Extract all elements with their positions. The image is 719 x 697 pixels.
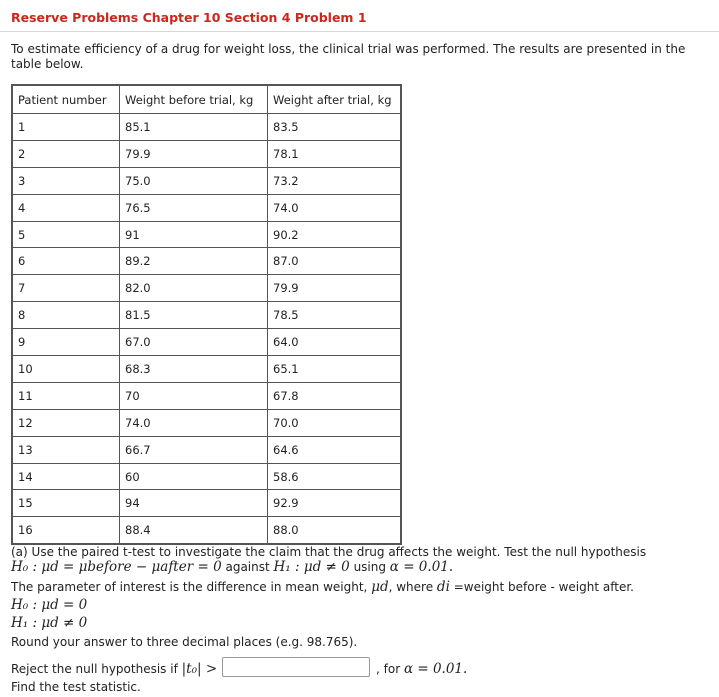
alternative-hypothesis: H₁ : μd ≠ 0	[11, 615, 88, 631]
weight-before-cell: 74.0	[120, 409, 268, 436]
patient-number-cell: 14	[12, 463, 120, 490]
weight-after-cell: 78.5	[268, 302, 402, 329]
weight-after-cell: 92.9	[268, 490, 402, 517]
h0-expression: H₀ : μd = μbefore − μafter = 0	[11, 559, 222, 575]
weight-before-cell: 81.5	[120, 302, 268, 329]
patient-number-cell: 13	[12, 436, 120, 463]
weight-after-cell: 65.1	[268, 356, 402, 383]
table-row	[12, 356, 401, 383]
rounding-note: Round your answer to three decimal places (e.g. 98.765).	[11, 635, 358, 649]
table-row	[12, 302, 401, 329]
patient-number-cell: 3	[12, 167, 120, 194]
h1-expression: H₁ : μd ≠ 0	[273, 559, 350, 575]
weight-after-cell: 64.0	[268, 329, 402, 356]
patient-number-cell: 6	[12, 248, 120, 275]
weight-after-cell: 83.5	[268, 114, 402, 141]
reject-for-text: , for	[376, 662, 404, 676]
table-body	[12, 114, 401, 545]
weight-before-cell: 94	[120, 490, 268, 517]
patient-number-cell: 4	[12, 194, 120, 221]
column-header: Patient number	[12, 85, 120, 114]
patient-number-cell: 9	[12, 329, 120, 356]
weight-after-cell: 87.0	[268, 248, 402, 275]
find-statistic-text: Find the test statistic.	[11, 680, 141, 694]
patient-number-cell: 8	[12, 302, 120, 329]
reject-alpha: α = 0.01.	[403, 661, 468, 677]
table-row	[12, 436, 401, 463]
reject-rule-prefix	[11, 662, 217, 677]
null-hypothesis: H₀ : μd = 0	[11, 597, 88, 613]
parameter-text-suffix: =weight before - weight after.	[449, 580, 634, 594]
parameter-text: The parameter of interest is the difference in mean weight,	[11, 580, 372, 594]
weight-before-cell: 82.0	[120, 275, 268, 302]
parameter-line	[11, 580, 711, 595]
table-row	[12, 114, 401, 141]
reject-text: Reject the null hypothesis if	[11, 662, 182, 676]
weight-before-cell: 67.0	[120, 329, 268, 356]
patient-number-cell: 1	[12, 114, 120, 141]
weight-after-cell: 79.9	[268, 275, 402, 302]
column-header: Weight after trial, kg	[268, 85, 402, 114]
table-row	[12, 463, 401, 490]
problem-intro: To estimate efficiency of a drug for weight loss, the clinical trial was performed. The results are presented in the table below.	[11, 42, 686, 71]
weight-before-cell: 85.1	[120, 114, 268, 141]
table-row	[12, 382, 401, 409]
weight-after-cell: 67.8	[268, 382, 402, 409]
column-header: Weight before trial, kg	[120, 85, 268, 114]
d-i-symbol: di	[436, 579, 450, 595]
patient-number-cell: 5	[12, 221, 120, 248]
weight-after-cell: 64.6	[268, 436, 402, 463]
hypothesis-line	[11, 560, 711, 575]
critical-value-input[interactable]	[222, 657, 370, 677]
t0-symbol: |t₀| >	[181, 661, 218, 677]
table-row	[12, 248, 401, 275]
table-row	[12, 409, 401, 436]
weight-before-cell: 60	[120, 463, 268, 490]
weight-before-cell: 88.4	[120, 517, 268, 544]
weight-before-cell: 68.3	[120, 356, 268, 383]
table-row	[12, 490, 401, 517]
weight-before-cell: 79.9	[120, 140, 268, 167]
weight-before-cell: 91	[120, 221, 268, 248]
table-row	[12, 140, 401, 167]
part-a-prompt: (a) Use the paired t-test to investigate the claim that the drug affects the weight. Test the null hypothesis	[11, 545, 647, 559]
table-row	[12, 517, 401, 544]
title-divider	[0, 31, 719, 32]
table-header-row	[12, 85, 401, 114]
patient-number-cell: 16	[12, 517, 120, 544]
table-row	[12, 167, 401, 194]
patient-number-cell: 11	[12, 382, 120, 409]
weight-after-cell: 58.6	[268, 463, 402, 490]
weight-before-cell: 75.0	[120, 167, 268, 194]
weight-table	[11, 84, 402, 545]
weight-after-cell: 78.1	[268, 140, 402, 167]
reject-rule-suffix	[376, 662, 467, 677]
weight-after-cell: 70.0	[268, 409, 402, 436]
patient-number-cell: 7	[12, 275, 120, 302]
weight-before-cell: 89.2	[120, 248, 268, 275]
weight-before-cell: 70	[120, 382, 268, 409]
using-word: using	[349, 560, 390, 574]
table-row	[12, 194, 401, 221]
table-row	[12, 275, 401, 302]
weight-after-cell: 73.2	[268, 167, 402, 194]
weight-after-cell: 88.0	[268, 517, 402, 544]
mu-d-symbol: μd	[371, 579, 389, 595]
table-row	[12, 329, 401, 356]
patient-number-cell: 15	[12, 490, 120, 517]
problem-title: Reserve Problems Chapter 10 Section 4 Problem 1	[11, 10, 367, 25]
alpha-value: α = 0.01.	[389, 559, 454, 575]
parameter-text-mid: , where	[388, 580, 437, 594]
patient-number-cell: 12	[12, 409, 120, 436]
patient-number-cell: 10	[12, 356, 120, 383]
weight-after-cell: 90.2	[268, 221, 402, 248]
table-row	[12, 221, 401, 248]
patient-number-cell: 2	[12, 140, 120, 167]
against-word: against	[221, 560, 274, 574]
weight-after-cell: 74.0	[268, 194, 402, 221]
weight-before-cell: 76.5	[120, 194, 268, 221]
weight-before-cell: 66.7	[120, 436, 268, 463]
